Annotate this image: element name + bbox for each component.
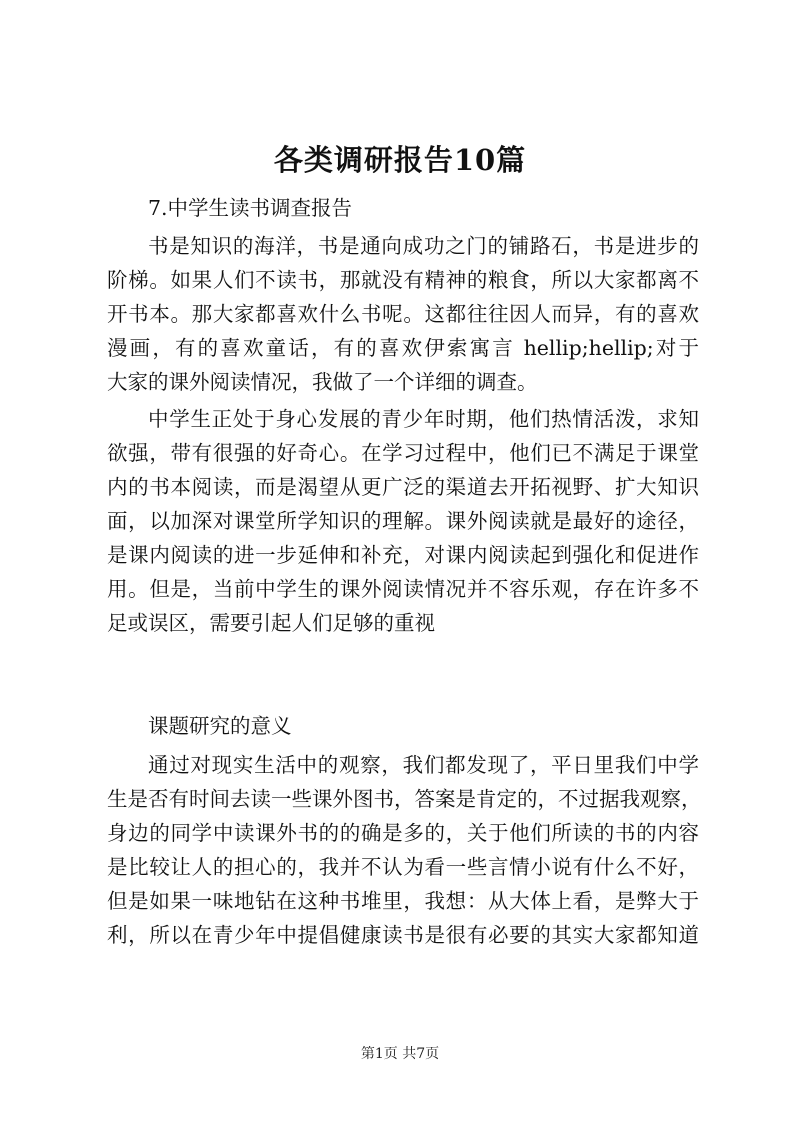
paragraph-line: 但是如果一味地钻在这种书堆里，我想：从大体上看，是弊大于 <box>107 889 699 913</box>
paragraph-line: 生是否有时间去读一些课外图书，答案是肯定的，不过据我观察， <box>107 787 702 811</box>
paragraph-background <box>107 402 699 640</box>
paragraph-line: 是比较让人的担心的，我并不认为看一些言情小说有什么不好， <box>107 855 699 879</box>
paragraph-line: 是课内阅读的进一步延伸和补充，对课内阅读起到强化和促进作 <box>107 543 699 567</box>
document-title: 各类调研报告10篇 <box>273 143 527 177</box>
paragraph-line: 阶梯。如果人们不读书，那就没有精神的粮食，所以大家都离不 <box>107 268 699 292</box>
paragraph-line: 通过对现实生活中的观察，我们都发现了，平日里我们中学 <box>148 753 699 777</box>
paragraph-significance <box>107 748 702 952</box>
paragraph-line: 欲强，带有很强的好奇心。在学习过程中，他们已不满足于课堂 <box>107 441 699 465</box>
paragraph-line: 面，以加深对课堂所学知识的理解。课外阅读就是最好的途径， <box>107 509 699 533</box>
paragraph-line: 身边的同学中读课外书的的确是多的，关于他们所读的书的内容 <box>107 821 699 845</box>
paragraph-line: 内的书本阅读，而是渴望从更广泛的渠道去开拓视野、扩大知识 <box>107 475 699 499</box>
section-heading: 7.中学生读书调查报告 <box>148 196 353 220</box>
paragraph-intro <box>107 229 699 399</box>
paragraph-line: 漫画，有的喜欢童话，有的喜欢伊索寓言 hellip;hellip;对于 <box>107 336 699 360</box>
subheading-significance: 课题研究的意义 <box>148 714 292 738</box>
paragraph-line: 书是知识的海洋，书是通向成功之门的铺路石，书是进步的 <box>148 234 699 258</box>
paragraph-line: 用。但是，当前中学生的课外阅读情况并不容乐观，存在许多不 <box>107 577 699 601</box>
paragraph-line: 足或误区，需要引起人们足够的重视 <box>107 611 435 635</box>
paragraph-line: 大家的课外阅读情况，我做了一个详细的调查。 <box>107 370 538 394</box>
paragraph-line: 中学生正处于身心发展的青少年时期，他们热情活泼，求知 <box>148 407 699 431</box>
page-number-footer: 第1页 共7页 <box>360 1046 440 1062</box>
paragraph-line: 利，所以在青少年中提倡健康读书是很有必要的其实大家都知道 <box>107 923 699 947</box>
paragraph-line: 开书本。那大家都喜欢什么书呢。这都往往因人而异，有的喜欢 <box>107 302 699 326</box>
